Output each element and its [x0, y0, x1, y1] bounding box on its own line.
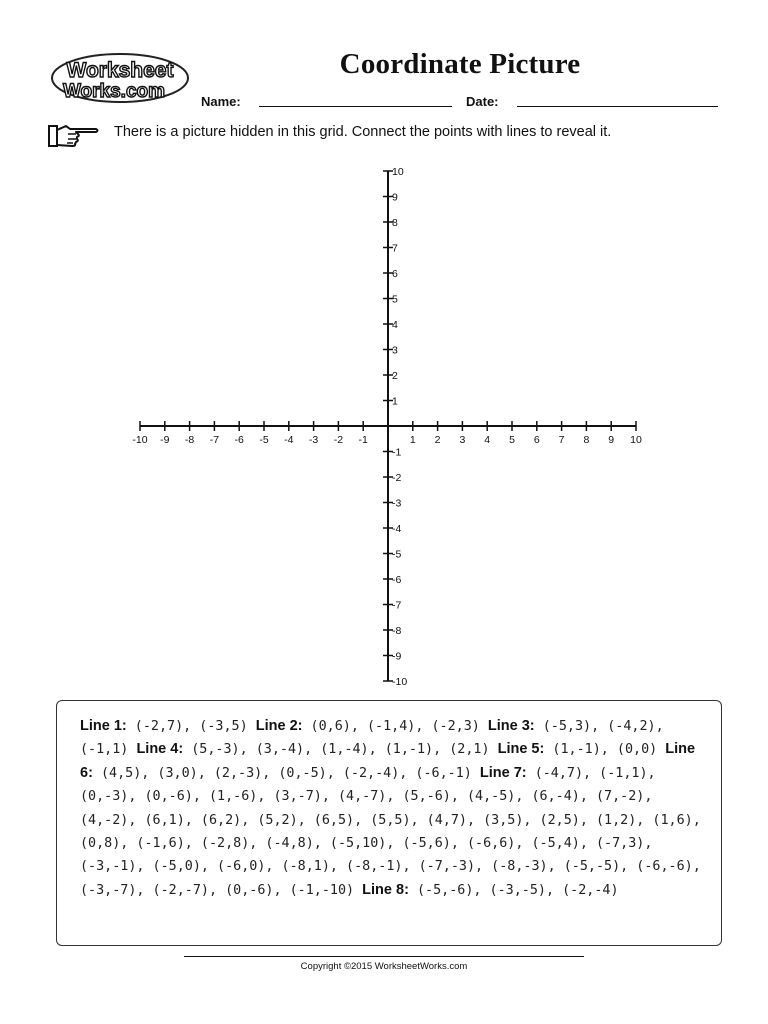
x-tick-label: 8: [583, 434, 590, 446]
x-tick-label: 4: [484, 434, 491, 446]
x-tick-label: -10: [132, 434, 148, 446]
x-tick-label: -7: [209, 434, 220, 446]
logo-text-2: Works.com: [62, 81, 166, 102]
y-tick-label: -7: [392, 599, 402, 612]
y-tick-label: -6: [392, 574, 402, 586]
x-tick-label: -1: [358, 434, 368, 446]
x-tick-label: -8: [184, 434, 195, 446]
line-label: Line 7:: [479, 764, 527, 781]
y-tick-label: 3: [392, 344, 398, 357]
line-label: Line 3:: [487, 718, 535, 734]
x-tick-label: -4: [284, 434, 294, 446]
line-points: (-5,-6), (-3,-5), (-2,-4): [416, 882, 619, 898]
line-points: (-5,3), (-4,2), (-1,1): [80, 719, 664, 758]
x-tick-label: -5: [259, 434, 269, 446]
line-label: Line 4:: [136, 741, 184, 758]
y-tick-label: 10: [392, 166, 404, 178]
y-tick-label: -1: [392, 446, 402, 459]
y-tick-label: 9: [392, 191, 398, 204]
line-points: (-2,7), (-3,5): [134, 719, 248, 734]
x-tick-label: 2: [434, 434, 441, 446]
y-tick-label: -9: [392, 650, 402, 663]
logo-text-1: Worksheet: [66, 59, 174, 82]
x-tick-label: 3: [459, 434, 466, 446]
y-tick-label: 1: [392, 395, 398, 408]
line-label: Line 8:: [362, 881, 409, 898]
line-label: Line 5:: [497, 741, 545, 758]
line-points: (-4,7), (-1,1), (0,-3), (0,-6), (1,-6), (3,-7), (4,-7), (5,-6), (4,-5), (6,-4), (7,-2), (4,-2), (6,1), (6,2), (5,2), (6,5), (5,5), (4,7), (3,5), (2,5), (1,2), (1,6), (0,8), (-1,6), (-2,8), (-4,8), (-5,10), (-5,6), (-6,6), (-5,4), (-7,3), (-3,-1), (-5,0), (-6,0), (-8,1), (-8,-1), (-7,-3), (-8,-3), (-5,-5), (-6,-6), (-3,-7), (-2,-7), (0,-6), (-1,-10): [80, 765, 701, 898]
instruction-text: There is a picture hidden in this grid. Connect the points with lines to reveal it.: [114, 124, 612, 140]
y-tick-label: -4: [392, 523, 402, 535]
y-tick-label: 4: [392, 319, 398, 331]
y-tick-label: 6: [392, 268, 398, 280]
line-points: (0,6), (-1,4), (-2,3): [310, 719, 480, 734]
x-tick-label: 10: [630, 434, 642, 446]
page-title: Coordinate Picture: [339, 48, 581, 80]
y-tick-label: -5: [392, 548, 402, 561]
x-tick-label: 7: [558, 434, 565, 446]
y-tick-label: -3: [392, 497, 402, 510]
date-label: Date:: [466, 94, 499, 109]
line-label: Line 6:: [80, 741, 696, 781]
x-tick-label: 9: [608, 434, 615, 446]
points-list: [80, 715, 705, 902]
line-points: (5,-3), (3,-4), (1,-4), (1,-1), (2,1): [191, 742, 490, 758]
y-tick-label: -8: [392, 625, 402, 637]
line-points: (1,-1), (0,0): [552, 742, 658, 758]
line-label: Line 2:: [255, 718, 303, 734]
y-tick-label: 5: [392, 293, 398, 306]
x-tick-label: -6: [234, 434, 244, 446]
y-tick-label: -10: [392, 676, 408, 688]
y-tick-label: 2: [392, 370, 398, 382]
x-tick-label: -2: [333, 434, 344, 446]
x-tick-label: -3: [308, 434, 319, 446]
y-tick-label: -2: [392, 472, 402, 484]
footer-divider: [184, 956, 584, 957]
x-tick-label: 6: [533, 434, 540, 446]
y-tick-label: 7: [392, 242, 398, 255]
copyright: Copyright ©2015 WorksheetWorks.com: [300, 961, 468, 972]
x-tick-label: 5: [509, 434, 515, 446]
x-tick-label: -9: [160, 434, 170, 446]
line-points: (4,5), (3,0), (2,-3), (0,-5), (-2,-4), (-6,-1): [100, 765, 472, 781]
x-tick-label: 1: [409, 434, 416, 446]
y-tick-label: 8: [392, 217, 398, 229]
line-label: Line 1:: [80, 718, 127, 734]
name-label: Name:: [201, 94, 241, 109]
